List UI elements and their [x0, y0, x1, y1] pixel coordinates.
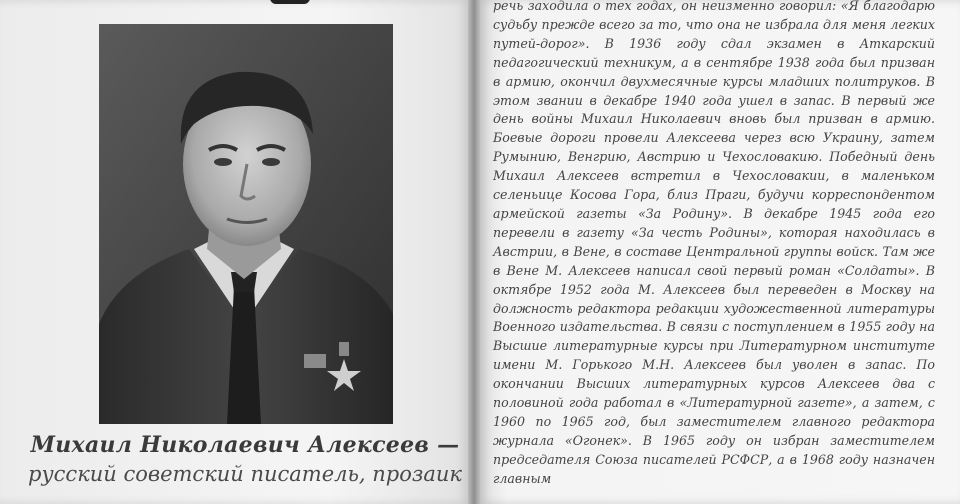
biography-text [493, 0, 935, 489]
book-spine [468, 0, 480, 504]
caption-description: русский советский писатель, прозаик [28, 462, 462, 486]
biography-paragraph: речь заходила о тех годах, он неизменно говорил: «Я благодарю судьбу прежде всего за то, что она не избрала для меня легких путей-дорог». В 1936 году сдал экзамен в Аткарский педагогический техникум, а в сентябре 1938 года был призван в армию, окончил двухмесячные курсы младших политруков. В этом звании в декабре 1940 года ушел в запас. В первый же день войны Михаил Николаевич вновь был призван в армию. Боевые дороги провели Алексеева через всю Украину, затем Румынию, Венгрию, Австрию и Чехословакию. Победный день Михаил Алексеев встретил в Чехословакии, в маленьком селеньице Косова Гора, близ Праги, будучи корреспондентом армейской газеты «За Родину». В декабре 1945 года его перевели в газету «За честь Родины», которая находилась в Австрии, в Вене, в составе Центральной группы войск. Там же в Вене М. Алексеев написал свой первый роман «Солдаты». В октябре 1952 года М. Алексеев был переведен в Москву на должность редактора редакции художественной литературы Военного издательства. В связи с поступлением в 1955 году на Высшие литературные курсы при Литературном институте имени М. Горького М.Н. Алексеев был уволен в запас. По окончании Высших литературных курсов Алексеев два с половиной года работал в «Литературной газете», а затем, с 1960 по 1965 год, был заместителем главного редактора журнала «Огонек». В 1965 году он избран заместителем председателя Союза писателей РСФСР, а в 1968 году назначен главным [493, 0, 935, 486]
caption-name: Михаил Николаевич Алексеев — [30, 432, 460, 458]
portrait-caption [20, 432, 470, 486]
heading-fragment [270, 0, 310, 4]
portrait-photo [99, 24, 393, 424]
